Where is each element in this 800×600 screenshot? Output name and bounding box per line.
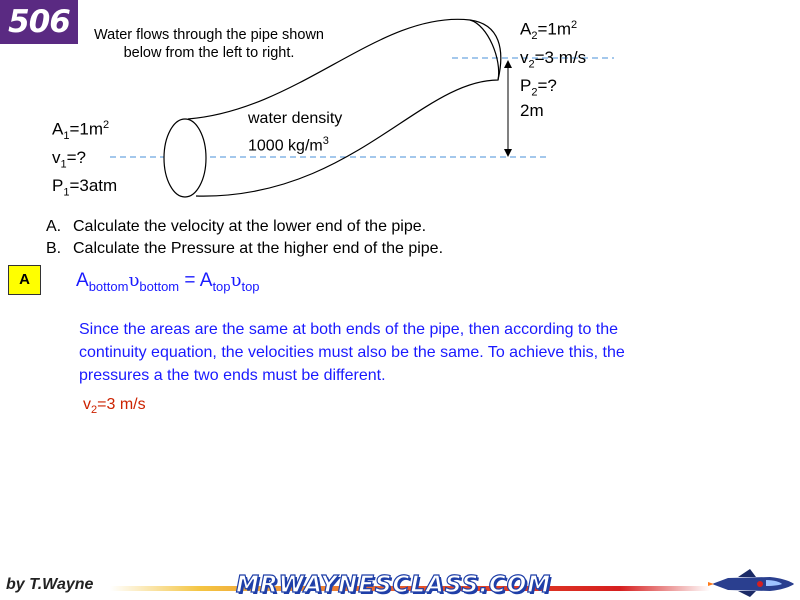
part-a-label: A bbox=[8, 265, 41, 295]
pipe-diagram bbox=[0, 0, 800, 230]
height-arrow-up-head bbox=[504, 60, 512, 68]
site-logo: MRWAYNESCLASS.COM bbox=[236, 572, 552, 598]
top-velocity: $v_2=3$ m/s bbox=[520, 48, 587, 71]
slide-number-badge: 506 bbox=[0, 0, 78, 44]
top-area: $A_2=1m^2$ bbox=[520, 19, 578, 43]
bottom-area: $A_1=1m^2$ bbox=[52, 119, 110, 143]
continuity-equation: $A_{bottom}\upsilon_{bottom} = A_{top}\upsilon_{top}$ bbox=[76, 270, 260, 294]
pipe-top-end bbox=[470, 20, 499, 80]
bottom-end-values bbox=[52, 114, 117, 204]
density-value: 1000 $kg/m^3$ bbox=[248, 135, 329, 155]
pipe-outline bbox=[188, 19, 501, 196]
answer-velocity: $v_2=3$ m/s bbox=[83, 396, 146, 417]
author-credit: by T.Wayne bbox=[6, 576, 94, 593]
questions-list bbox=[46, 216, 443, 260]
intro-line-1: Water flows through the pipe shown bbox=[94, 27, 324, 43]
top-pressure: $P_2=$? bbox=[520, 76, 557, 99]
density-title: water density bbox=[248, 110, 343, 127]
question-item: A. Calculate the velocity at the lower end of the pipe. bbox=[46, 218, 427, 235]
intro-line-2: below from the left to right. bbox=[123, 45, 295, 61]
explanation-line: pressures a the two ends must be different. bbox=[79, 367, 386, 384]
bottom-velocity: $v_1=$? bbox=[52, 148, 87, 171]
height-label: 2m bbox=[520, 101, 544, 120]
bottom-pressure: $P_1=3atm$ bbox=[52, 176, 118, 199]
height-arrow-down-head bbox=[504, 149, 512, 157]
water-density-label bbox=[248, 108, 342, 157]
question-item: B. Calculate the Pressure at the higher end of the pipe. bbox=[46, 240, 444, 257]
pipe-bottom-opening bbox=[164, 119, 206, 197]
explanation-line: continuity equation, the velocities must also be the same. To achieve this, the bbox=[79, 344, 625, 361]
explanation-line: Since the areas are the same at both ends of the pipe, then according to the bbox=[79, 321, 619, 338]
explanation-text bbox=[79, 318, 729, 387]
rocket-logo-icon bbox=[708, 568, 796, 598]
top-end-values bbox=[520, 14, 586, 104]
